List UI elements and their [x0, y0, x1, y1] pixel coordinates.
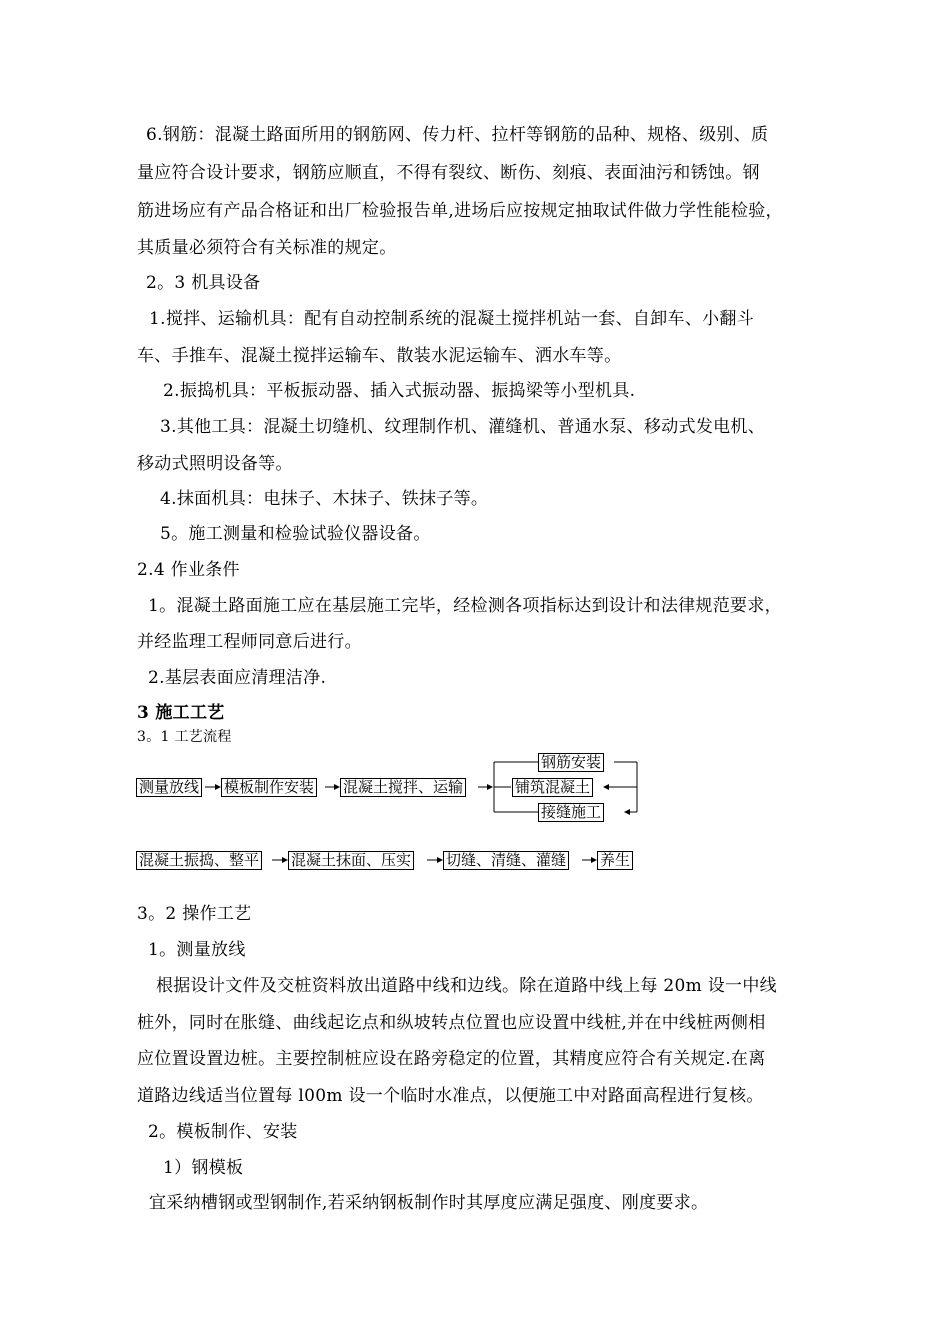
flow-box-vibrating: 混凝土振捣、整平	[136, 851, 262, 870]
op-2-heading: 2。模板制作、安装	[148, 1122, 298, 1142]
op-2-1-heading: 1）钢模板	[163, 1158, 244, 1178]
flow-box-paving: 铺筑混凝土	[512, 778, 593, 797]
flow-box-joints: 接缝施工	[538, 803, 604, 822]
equipment-4: 4.抹面机具：电抹子、木抹子、铁抹子等。	[160, 489, 489, 509]
condition-1-line-2: 并经监理工程师同意后进行。	[137, 632, 362, 652]
equipment-2: 2.振捣机具：平板振动器、插入式振动器、振捣梁等小型机具.	[163, 381, 636, 401]
op-1-heading: 1。测量放线	[148, 940, 246, 960]
steel-line-2: 量应符合设计要求，钢筋应顺直，不得有裂纹、断伤、刻痕、表面油污和锈蚀。钢	[137, 163, 760, 183]
op-2-1-line: 宜采纳槽钢或型钢制作,若采纳钢板制作时其厚度应满足强度、刚度要求。	[149, 1193, 709, 1213]
steel-line-1: 6.钢筋：混凝土路面所用的钢筋网、传力杆、拉杆等钢筋的品种、规格、级别、质	[146, 125, 769, 145]
flow-box-curing: 养生	[597, 851, 633, 870]
op-1-line-1: 根据设计文件及交桩资料放出道路中线和边线。除在道路中线上每 20m 设一中线	[156, 976, 777, 996]
steel-line-3: 筋进场应有产品合格证和出厂检验报告单,进场后应按规定抽取试件做力学性能检验，	[137, 201, 783, 221]
op-1-line-2: 桩外，同时在胀缝、曲线起讫点和纵坡转点位置也应设置中线桩,并在中线桩两侧相	[137, 1013, 766, 1033]
equipment-5: 5。施工测量和检验试验仪器设备。	[160, 524, 431, 544]
flow-box-rebar: 钢筋安装	[538, 753, 604, 772]
heading-2-4: 2.4 作业条件	[137, 560, 240, 580]
op-1-line-3: 应位置设置边桩。主要控制桩应设在路旁稳定的位置，其精度应符合有关规定.在离	[137, 1049, 766, 1069]
flow-box-formwork: 模板制作安装	[221, 778, 317, 797]
heading-3-2: 3。2 操作工艺	[137, 904, 252, 924]
steel-line-4: 其质量必须符合有关标准的规定。	[137, 238, 397, 258]
equipment-3-line-1: 3.其他工具：混凝土切缝机、纹理制作机、灌缝机、普通水泵、移动式发电机、	[160, 417, 766, 437]
op-1-line-4: 道路边线适当位置每 l00m 设一个临时水准点，以便施工中对路面高程进行复核。	[137, 1086, 764, 1106]
equipment-1-line-2: 车、手推车、混凝土搅拌运输车、散装水泥运输车、洒水车等。	[137, 346, 622, 366]
equipment-3-line-2: 移动式照明设备等。	[137, 454, 293, 474]
condition-2: 2.基层表面应清理洁净.	[148, 668, 327, 688]
heading-3: 3 施工工艺	[137, 703, 225, 723]
flow-box-survey: 测量放线	[136, 778, 202, 797]
equipment-1-line-1: 1.搅拌、运输机具：配有自动控制系统的混凝土搅拌机站一套、自卸车、小翻斗	[149, 309, 755, 329]
flow-box-mixing: 混凝土搅拌、运输	[340, 778, 466, 797]
flow-box-finishing: 混凝土抹面、压实	[288, 851, 414, 870]
flow-box-cutting: 切缝、清缝、灌缝	[443, 851, 569, 870]
heading-3-1: 3。1 工艺流程	[137, 729, 232, 745]
condition-1-line-1: 1。混凝土路面施工应在基层施工完毕，经检测各项指标达到设计和法律规范要求，	[148, 596, 782, 616]
heading-2-3: 2。3 机具设备	[146, 273, 261, 293]
